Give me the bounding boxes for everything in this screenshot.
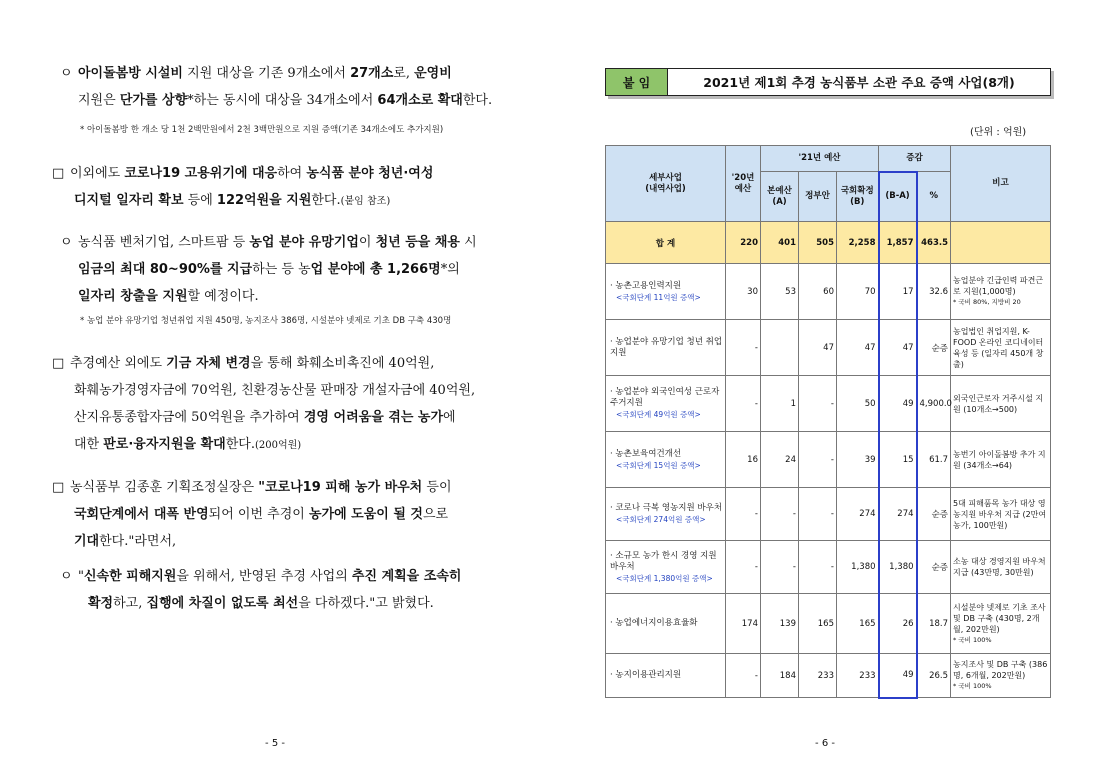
header-remark: 비고 bbox=[951, 146, 1051, 222]
row-project-name bbox=[606, 432, 726, 488]
paragraph-fund-change bbox=[52, 350, 512, 459]
header-pct: % bbox=[917, 172, 951, 222]
remark-text: 시설분야 넷제로 기초 조사 및 DB 구축 (430명, 2개월, 202만원) bbox=[953, 602, 1046, 634]
cell-ba: 49 bbox=[879, 376, 917, 432]
bullet-circle: ㅇ bbox=[60, 569, 73, 584]
cell-pct: 순증 bbox=[917, 541, 951, 594]
text: 을 통해 화훼소비촉진에 40억원, bbox=[250, 356, 435, 371]
bullet-square: □ bbox=[52, 356, 65, 371]
cell-gov: - bbox=[799, 541, 837, 594]
remark-text: 외국인근로자 거주시설 지원 (10개소→500) bbox=[953, 393, 1044, 414]
total-label: 합 계 bbox=[606, 222, 726, 264]
text: 되어 이번 추경이 bbox=[208, 507, 309, 522]
row-project-name bbox=[606, 376, 726, 432]
row-project-name bbox=[606, 264, 726, 320]
total-gov: 505 bbox=[799, 222, 837, 264]
assembly-increase-note: <국회단계 274억원 증액> bbox=[616, 515, 706, 524]
text-bold: 경영 어려움을 겪는 농가 bbox=[303, 410, 444, 425]
text: *의 bbox=[440, 262, 460, 277]
cell-main: 24 bbox=[761, 432, 799, 488]
cell-2020: - bbox=[726, 488, 761, 541]
cell-assembly: 50 bbox=[837, 376, 879, 432]
text-bold: 기대 bbox=[74, 534, 100, 549]
cell-main: 184 bbox=[761, 654, 799, 698]
cell-assembly: 47 bbox=[837, 320, 879, 376]
text-bold: 임금의 최대 80~90%를 지급 bbox=[78, 262, 253, 277]
total-remark bbox=[951, 222, 1051, 264]
cell-remark bbox=[951, 488, 1051, 541]
text-bold: 업 분야에 총 1,266명 bbox=[310, 262, 441, 277]
text-small: (200억원) bbox=[255, 440, 302, 451]
text: 등에 bbox=[183, 193, 217, 208]
cell-gov: - bbox=[799, 376, 837, 432]
cell-ba: 274 bbox=[879, 488, 917, 541]
text: 로, bbox=[393, 66, 415, 81]
cell-ba: 26 bbox=[879, 594, 917, 654]
project-name: · 코로나 극복 영농지원 바우처 bbox=[610, 503, 723, 513]
cell-assembly: 165 bbox=[837, 594, 879, 654]
attachment-tag: 붙 임 bbox=[606, 69, 668, 95]
total-assembly: 2,258 bbox=[837, 222, 879, 264]
paragraph-agri-companies bbox=[60, 229, 510, 310]
cell-remark bbox=[951, 264, 1051, 320]
cell-gov: - bbox=[799, 432, 837, 488]
text-bold: 운영비 bbox=[414, 66, 452, 81]
paragraph-youth-jobs bbox=[52, 160, 512, 215]
page-number-left: - 5 - bbox=[265, 738, 285, 749]
cell-pct: 32.6 bbox=[917, 264, 951, 320]
cell-main: 53 bbox=[761, 264, 799, 320]
text: 시 bbox=[460, 235, 477, 250]
text: 이외에도 bbox=[70, 166, 125, 181]
header-gov: 정부안 bbox=[799, 172, 837, 222]
remark-footnote: * 국비 80%, 지방비 20 bbox=[953, 298, 1021, 306]
text: " bbox=[78, 569, 84, 584]
text-bold: 농가에 도움이 될 것 bbox=[308, 507, 423, 522]
text: 한다. bbox=[311, 193, 341, 208]
text-small: (붙임 참조) bbox=[340, 196, 391, 207]
remark-text: 농지조사 및 DB 구축 (386명, 6개월, 202만원) bbox=[953, 660, 1048, 680]
budget-table bbox=[605, 145, 1051, 699]
cell-main: - bbox=[761, 541, 799, 594]
remark-footnote: * 국비 100% bbox=[953, 635, 992, 644]
text: 에 bbox=[443, 410, 456, 425]
text: 을 위해서, 반영된 추경 사업의 bbox=[176, 569, 352, 584]
text-bold: 확정 bbox=[88, 596, 114, 611]
cell-remark bbox=[951, 654, 1051, 698]
cell-ba: 47 bbox=[879, 320, 917, 376]
cell-ba: 1,380 bbox=[879, 541, 917, 594]
remark-text: 소농 대상 경영지원 바우처 지급 (43만명, 30만원) bbox=[953, 557, 1046, 577]
header-ba: (B-A) bbox=[879, 172, 917, 222]
remark-text: 5대 피해품목 농가 대상 영농지원 바우처 지급 (2만여 농가, 100만원) bbox=[953, 498, 1047, 530]
header-assembly: 국회확정 (B) bbox=[837, 172, 879, 222]
cell-gov: 60 bbox=[799, 264, 837, 320]
table-row bbox=[606, 376, 1051, 432]
cell-assembly: 39 bbox=[837, 432, 879, 488]
table-row bbox=[606, 594, 1051, 654]
total-row bbox=[606, 222, 1051, 264]
project-name: · 농업분야 유망기업 청년 취업 지원 bbox=[610, 336, 723, 358]
cell-assembly: 233 bbox=[837, 654, 879, 698]
cell-2020: 30 bbox=[726, 264, 761, 320]
text: 농식품부 김종훈 기획조정실장은 bbox=[70, 480, 259, 495]
cell-2020: - bbox=[726, 376, 761, 432]
cell-pct: 61.7 bbox=[917, 432, 951, 488]
text: 한다. bbox=[225, 437, 255, 452]
attachment-title: 2021년 제1회 추경 농식품부 소관 주요 증액 사업(8개) bbox=[703, 75, 1015, 90]
header-2020: '20년 예산 bbox=[726, 146, 761, 222]
text: 하는 등 농 bbox=[252, 262, 311, 277]
text: 대한 bbox=[74, 437, 104, 452]
table-row bbox=[606, 488, 1051, 541]
cell-remark bbox=[951, 432, 1051, 488]
text-bold: 기금 자체 변경 bbox=[166, 356, 251, 371]
cell-remark bbox=[951, 320, 1051, 376]
table-row bbox=[606, 320, 1051, 376]
text: 할 예정이다. bbox=[187, 289, 259, 304]
paragraph-statement bbox=[52, 474, 512, 555]
header-project: 세부사업 (내역사업) bbox=[606, 146, 726, 222]
cell-2020: - bbox=[726, 654, 761, 698]
text-bold: 집행에 차질이 없도록 최선 bbox=[146, 596, 299, 611]
text-bold: 추진 계획을 조속히 bbox=[351, 569, 462, 584]
text-bold: 단가를 상향 bbox=[119, 93, 188, 108]
remark-footnote: * 국비 100% bbox=[953, 682, 992, 690]
text-bold: 판로·융자지원을 확대 bbox=[103, 437, 226, 452]
footnote-jobs: * 농업 분야 유망기업 청년취업 지원 450명, 농지조사 386명, 시설분야 넷제로 기초 DB 구축 430명 bbox=[80, 316, 452, 326]
project-name: · 농지이용관리지원 bbox=[610, 670, 682, 680]
text-bold: 국회단계에서 대폭 반영 bbox=[74, 507, 209, 522]
assembly-increase-note: <국회단계 49억원 증액> bbox=[616, 410, 701, 419]
text: 하고, bbox=[113, 596, 147, 611]
row-project-name bbox=[606, 320, 726, 376]
text-bold: "코로나19 피해 농가 바우처 bbox=[258, 480, 423, 495]
cell-2020: 174 bbox=[726, 594, 761, 654]
row-project-name bbox=[606, 654, 726, 698]
cell-main: 139 bbox=[761, 594, 799, 654]
cell-pct: 26.5 bbox=[917, 654, 951, 698]
bullet-circle: ㅇ bbox=[60, 66, 73, 81]
text: 을 다하겠다."고 밝혔다. bbox=[298, 596, 434, 611]
text-bold: 27개소 bbox=[350, 66, 394, 81]
text-bold: 농업 분야 유망기업 bbox=[249, 235, 359, 250]
unit-label: (단위 : 억원) bbox=[970, 127, 1027, 138]
bullet-circle: ㅇ bbox=[60, 235, 73, 250]
remark-text: 농업분야 긴급인력 파견근로 지원(1,000명) bbox=[953, 276, 1044, 296]
cell-assembly: 274 bbox=[837, 488, 879, 541]
cell-gov: 47 bbox=[799, 320, 837, 376]
cell-remark bbox=[951, 376, 1051, 432]
text: 한다."라면서, bbox=[99, 534, 177, 549]
remark-text: 농번기 아이돌봄방 추가 지원 (34개소→64) bbox=[953, 449, 1046, 470]
text: 등이 bbox=[422, 480, 452, 495]
remark-text: 농업법인 취업지원, K-FOOD 온라인 코디네이터 육성 등 (일자리 450개 창출) bbox=[953, 326, 1044, 369]
table-row bbox=[606, 654, 1051, 698]
total-ba: 1,857 bbox=[879, 222, 917, 264]
text: 농식품 벤처기업, 스마트팜 등 bbox=[78, 235, 250, 250]
row-project-name bbox=[606, 488, 726, 541]
footnote-childcare: * 아이돌봄방 한 개소 당 1천 2백만원에서 2천 3백만원으로 지원 증액(기존 34개소에도 추가지원) bbox=[80, 125, 444, 135]
table-row bbox=[606, 264, 1051, 320]
text: 산지유통종합자금에 50억원을 추가하여 bbox=[74, 410, 304, 425]
bullet-square: □ bbox=[52, 166, 65, 181]
header-2021: '21년 예산 bbox=[761, 146, 879, 172]
cell-main: - bbox=[761, 488, 799, 541]
header-change: 증감 bbox=[879, 146, 951, 172]
cell-remark bbox=[951, 594, 1051, 654]
text: 지원 대상을 기존 9개소에서 bbox=[183, 66, 351, 81]
text: *하는 동시에 대상을 34개소에서 bbox=[187, 93, 378, 108]
page-number-right: - 6 - bbox=[815, 738, 835, 749]
cell-pct: 18.7 bbox=[917, 594, 951, 654]
text: 하여 bbox=[277, 166, 307, 181]
table-row bbox=[606, 432, 1051, 488]
project-name: · 소규모 농가 한시 경영 지원 바우처 bbox=[610, 550, 717, 572]
cell-ba: 17 bbox=[879, 264, 917, 320]
project-name: · 농촌보육여건개선 bbox=[610, 448, 682, 459]
cell-assembly: 70 bbox=[837, 264, 879, 320]
total-pct: 463.5 bbox=[917, 222, 951, 264]
text: 지원은 bbox=[78, 93, 120, 108]
total-main: 401 bbox=[761, 222, 799, 264]
cell-2020: 16 bbox=[726, 432, 761, 488]
cell-main bbox=[761, 320, 799, 376]
header-main-budget: 본예산 (A) bbox=[761, 172, 799, 222]
text-bold: 코로나19 고용위기에 대응 bbox=[124, 166, 278, 181]
text: 화훼농가경영자금에 70억원, 친환경농산물 판매장 개설자금에 40억원, bbox=[74, 383, 476, 398]
cell-assembly: 1,380 bbox=[837, 541, 879, 594]
total-2020: 220 bbox=[726, 222, 761, 264]
cell-ba: 15 bbox=[879, 432, 917, 488]
text-bold: 아이돌봄방 시설비 bbox=[78, 66, 183, 81]
assembly-increase-note: <국회단계 1,380억원 증액> bbox=[616, 573, 713, 583]
project-name: · 농촌고용인력지원 bbox=[610, 280, 682, 291]
cell-main: 1 bbox=[761, 376, 799, 432]
text-bold: 디지털 일자리 확보 bbox=[74, 193, 184, 208]
paragraph-quote bbox=[60, 563, 510, 617]
assembly-increase-note: <국회단계 11억원 증액> bbox=[616, 292, 701, 302]
cell-2020: - bbox=[726, 541, 761, 594]
text-bold: 일자리 창출을 지원 bbox=[78, 289, 188, 304]
text-bold: 신속한 피해지원 bbox=[83, 569, 177, 584]
row-project-name bbox=[606, 541, 726, 594]
attachment-title-box bbox=[605, 68, 1051, 96]
cell-gov: 233 bbox=[799, 654, 837, 698]
project-name: · 농업에너지이용효율화 bbox=[610, 618, 698, 628]
cell-ba: 49 bbox=[879, 654, 917, 698]
row-project-name bbox=[606, 594, 726, 654]
text-bold: 농식품 분야 청년·여성 bbox=[306, 166, 434, 181]
cell-pct: 순증 bbox=[917, 320, 951, 376]
cell-remark bbox=[951, 541, 1051, 594]
cell-pct: 순증 bbox=[917, 488, 951, 541]
text: 으로 bbox=[423, 507, 449, 522]
table-row bbox=[606, 541, 1051, 594]
cell-gov: - bbox=[799, 488, 837, 541]
cell-gov: 165 bbox=[799, 594, 837, 654]
project-name: · 농업분야 외국인여성 근로자 주거지원 bbox=[610, 387, 720, 408]
assembly-increase-note: <국회단계 15억원 증액> bbox=[616, 460, 701, 470]
paragraph-childcare bbox=[60, 60, 510, 114]
bullet-square: □ bbox=[52, 480, 65, 495]
right-page bbox=[550, 0, 1100, 778]
text: 추경예산 외에도 bbox=[70, 356, 167, 371]
text: 이 bbox=[358, 235, 376, 250]
text-bold: 64개소로 확대 bbox=[377, 93, 463, 108]
cell-2020: - bbox=[726, 320, 761, 376]
text-bold: 122억원을 지원 bbox=[216, 193, 312, 208]
text: 한다. bbox=[462, 93, 493, 108]
cell-pct: 4,900.0 bbox=[917, 376, 951, 432]
text-bold: 청년 등을 채용 bbox=[375, 235, 460, 250]
